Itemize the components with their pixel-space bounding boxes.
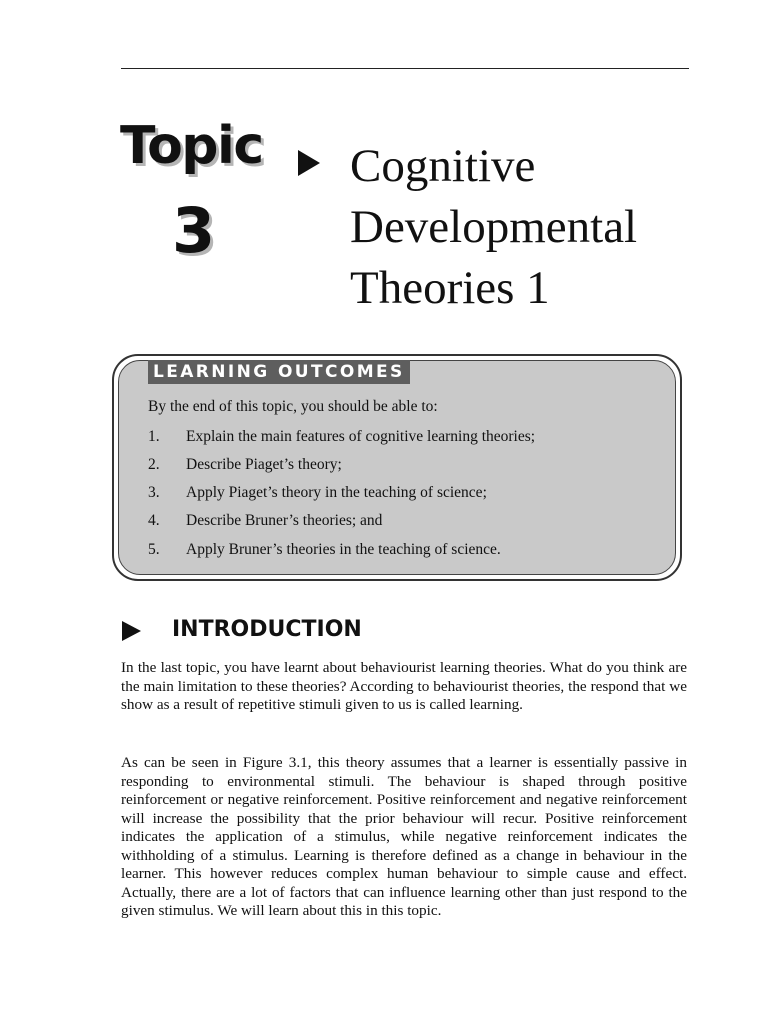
list-item-number: 1.: [148, 428, 160, 445]
title-line: Developmental: [350, 201, 638, 253]
list-item: [148, 454, 668, 482]
list-item-text: Describe Bruner’s theories; and: [186, 512, 383, 529]
title-line: Theories 1: [350, 262, 550, 314]
learning-outcomes-list: [148, 426, 668, 567]
list-item: [148, 426, 668, 454]
page-title: [350, 136, 760, 319]
triangle-arrow-icon: [122, 621, 141, 641]
list-item: [148, 539, 668, 567]
header-rule: [121, 68, 689, 69]
list-item-text: Apply Piaget’s theory in the teaching of science;: [186, 484, 487, 501]
learning-outcomes-label: LEARNING OUTCOMES: [148, 360, 410, 384]
section-heading: INTRODUCTION: [172, 617, 362, 642]
list-item-text: Describe Piaget’s theory;: [186, 456, 342, 473]
title-line: Cognitive: [350, 140, 536, 192]
list-item-number: 2.: [148, 456, 160, 473]
topic-label: Topic: [120, 116, 263, 176]
body-paragraph: As can be seen in Figure 3.1, this theory assumes that a learner is essentially passive in responding to environmental stimuli. The behaviour is shaped through positive reinforcement or negative reinforcement. Positive reinforcement and negative reinforcement will increase the possibility that the prior behaviour will recur. Positive reinforcement indicates the application of a stimulus, while negative reinforcement indicates the withholding of a stimulus. Learning is therefore defined as a change in behaviour in the learner. This however reduces complex human behaviour to simple cause and effect. Actually, there are a lot of factors that can influence learning other than just respond to the given stimulus. We will learn about this in this topic.: [121, 754, 687, 919]
list-item-text: Apply Bruner’s theories in the teaching of science.: [186, 541, 501, 558]
list-item-number: 5.: [148, 541, 160, 558]
learning-outcomes-intro: By the end of this topic, you should be able to:: [148, 398, 438, 415]
triangle-arrow-icon: [298, 150, 320, 176]
topic-number: 3: [172, 194, 216, 267]
list-item-text: Explain the main features of cognitive learning theories;: [186, 428, 536, 445]
list-item-number: 4.: [148, 512, 160, 529]
list-item: [148, 482, 668, 510]
body-paragraph: In the last topic, you have learnt about behaviourist learning theories. What do you think are the main limitation to these theories? According to behaviourist theories, the respond that we show as a result of repetitive stimuli given to us is called learning.: [121, 659, 687, 713]
list-item-number: 3.: [148, 484, 160, 501]
list-item: [148, 510, 668, 539]
